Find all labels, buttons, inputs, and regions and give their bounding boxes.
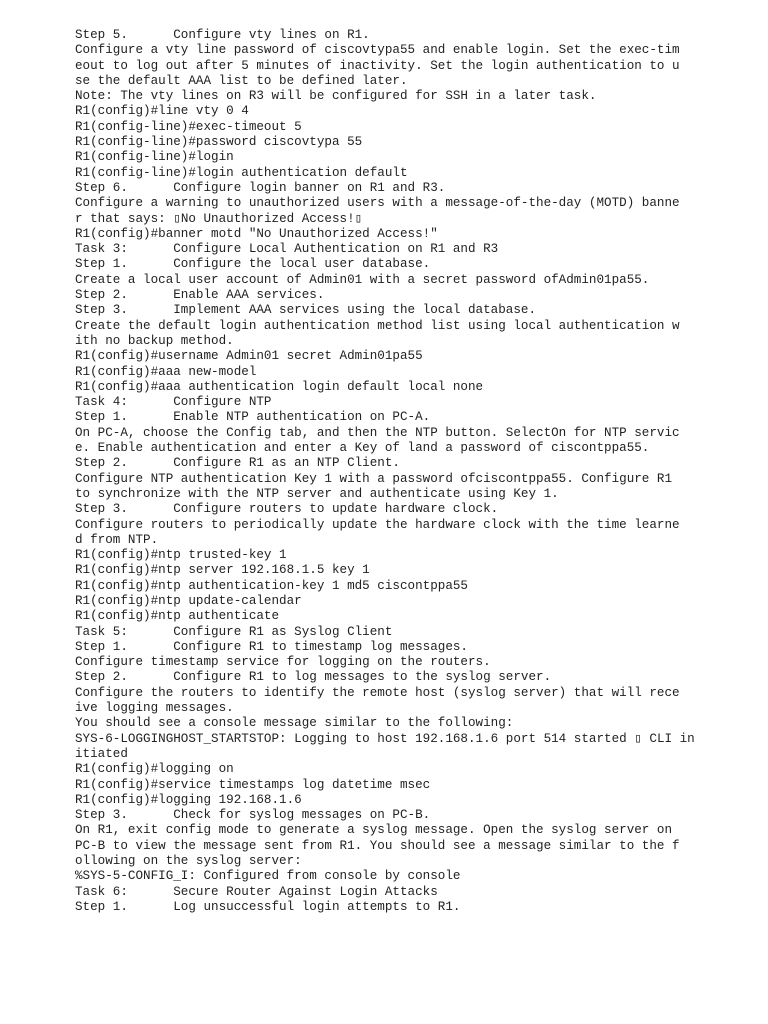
text-line: R1(config)#logging 192.168.1.6 [75,792,302,807]
text-line: You should see a console message similar to the following: [75,716,514,731]
text-line: R1(config)#ntp server 192.168.1.5 key 1 [75,563,370,578]
text-line: to synchronize with the NTP server and authenticate using Key 1. [75,486,559,501]
text-line: itiated [75,746,128,761]
text-line: Step 1. Enable NTP authentication on PC-A. [75,410,431,425]
text-line: R1(config)#ntp authenticate [75,609,280,624]
text-line: eout to log out after 5 minutes of inactivity. Set the login authentication to u [75,58,680,73]
text-line: R1(config)#banner motd "No Unauthorized Access!" [75,226,438,241]
text-line: Configure a warning to unauthorized users with a message-of-the-day (MOTD) banne [75,196,680,211]
text-line: Configure routers to periodically update the hardware clock with the time learne [75,517,680,532]
text-line: R1(config)#ntp trusted-key 1 [75,548,287,563]
text-line: R1(config-line)#login authentication default [75,165,408,180]
text-line: Step 2. Enable AAA services. [75,288,325,303]
text-line: Step 2. Configure R1 as an NTP Client. [75,456,400,471]
text-line: On R1, exit config mode to generate a syslog message. Open the syslog server on [75,823,673,838]
text-line: Task 6: Secure Router Against Login Attacks [75,884,438,899]
text-line: R1(config-line)#password ciscovtypa 55 [75,135,363,150]
text-line: On PC-A, choose the Config tab, and then the NTP button. SelectOn for NTP servic [75,425,680,440]
text-line: R1(config)#logging on [75,762,234,777]
text-line: R1(config-line)#login [75,150,234,165]
text-line: Configure the routers to identify the remote host (syslog server) that will rece [75,685,680,700]
text-line: Create the default login authentication method list using local authentication w [75,318,680,333]
text-line: PC-B to view the message sent from R1. You should see a message similar to the f [75,838,680,853]
text-line: Step 3. Implement AAA services using the local database. [75,303,537,318]
text-line: %SYS-5-CONFIG_I: Configured from console by console [75,869,461,884]
text-line: R1(config)#username Admin01 secret Admin01pa55 [75,349,423,364]
text-line: Task 5: Configure R1 as Syslog Client [75,624,393,639]
text-line: Step 3. Check for syslog messages on PC-B. [75,808,431,823]
text-line: SYS-6-LOGGINGHOST_STARTSTOP: Logging to host 192.168.1.6 port 514 started ▯ CLI in [75,731,695,746]
text-line: Configure timestamp service for logging on the routers. [75,655,491,670]
text-line: Step 3. Configure routers to update hardware clock. [75,502,499,517]
text-line: Step 1. Configure the local user database. [75,257,431,272]
text-line: Configure a vty line password of ciscovtypa55 and enable login. Set the exec-tim [75,43,680,58]
text-line: R1(config)#aaa new-model [75,364,257,379]
text-line: ollowing on the syslog server: [75,854,302,869]
text-line: Task 4: Configure NTP [75,395,272,410]
text-line: R1(config)#ntp authentication-key 1 md5 ciscontppa55 [75,578,468,593]
text-line: R1(config)#service timestamps log datetime msec [75,777,431,792]
text-line: R1(config)#line vty 0 4 [75,104,249,119]
text-line: Configure NTP authentication Key 1 with a password ofciscontppa55. Configure R1 [75,471,673,486]
text-line: R1(config)#aaa authentication login default local none [75,379,484,394]
text-line: ith no backup method. [75,333,234,348]
text-line: se the default AAA list to be defined later. [75,73,408,88]
text-line: Step 6. Configure login banner on R1 and R3. [75,180,446,195]
text-line: R1(config-line)#exec-timeout 5 [75,119,302,134]
document-page [75,28,765,915]
text-line: r that says: ▯No Unauthorized Access!▯ [75,211,363,226]
text-line: Note: The vty lines on R3 will be configured for SSH in a later task. [75,89,597,104]
text-line: d from NTP. [75,532,159,547]
text-line: Step 1. Log unsuccessful login attempts to R1. [75,899,461,914]
text-line: Step 2. Configure R1 to log messages to the syslog server. [75,670,552,685]
text-line: R1(config)#ntp update-calendar [75,593,302,608]
text-line: e. Enable authentication and enter a Key of land a password of ciscontppa55. [75,441,650,456]
text-line: Task 3: Configure Local Authentication on R1 and R3 [75,242,499,257]
text-line: Step 5. Configure vty lines on R1. [75,28,370,42]
text-line: ive logging messages. [75,701,234,716]
text-line: Step 1. Configure R1 to timestamp log messages. [75,639,468,654]
text-line: Create a local user account of Admin01 with a secret password ofAdmin01pa55. [75,272,650,287]
